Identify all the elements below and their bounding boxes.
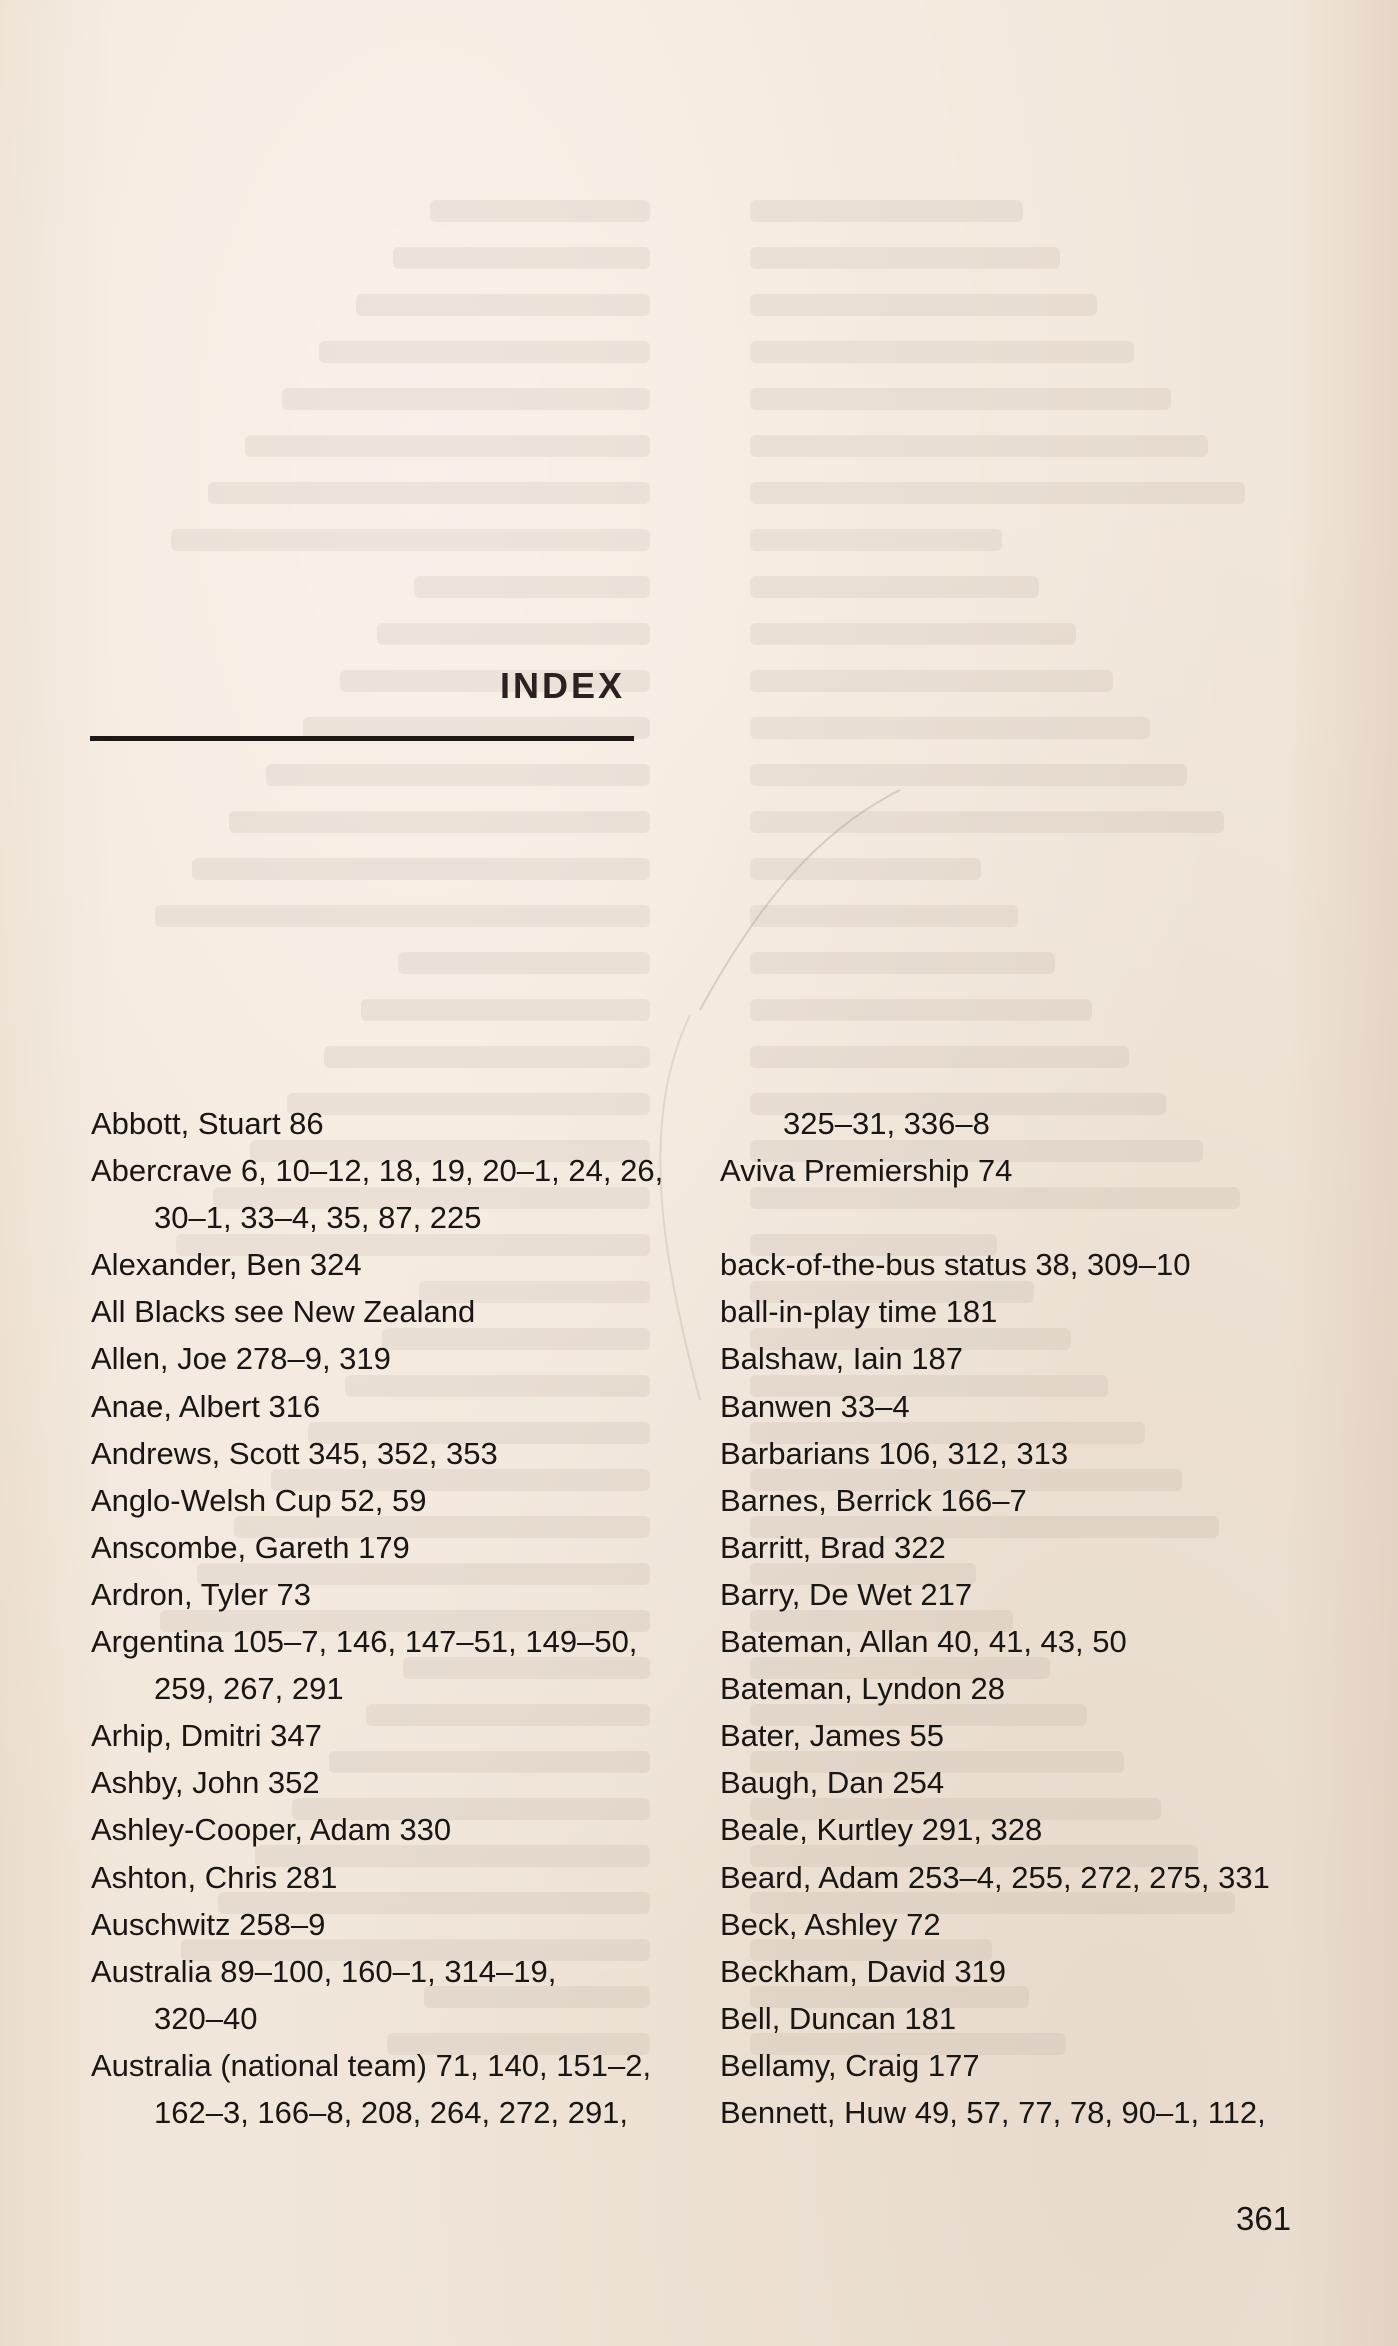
entry-continuation: 325–31, 336–8 (783, 1106, 990, 1141)
index-entry (720, 1854, 1340, 1901)
entry-text: back-of-the-bus status 38, 309–10 (720, 1247, 1191, 1283)
show-through-line (750, 999, 1092, 1021)
index-column-left (91, 1100, 701, 2136)
index-entry (720, 1147, 1340, 1194)
entry-continuation: 320–40 (154, 2000, 258, 2036)
index-entry (720, 1430, 1340, 1477)
show-through-line (398, 952, 650, 974)
entry-text: Bater, James 55 (720, 1718, 945, 1754)
entry-text: Beale, Kurtley 291, 328 (720, 1812, 1043, 1848)
index-entry (91, 1524, 701, 1571)
entry-text: Ardron, Tyler 73 (91, 1576, 311, 1612)
show-through-line (750, 200, 1023, 222)
entry-text: Alexander, Ben 324 (91, 1247, 362, 1283)
show-through-line (319, 341, 650, 363)
entry-text: Beck, Ashley 72 (720, 1906, 941, 1942)
entry-text: Abbott, Stuart 86 (91, 1106, 324, 1141)
index-entry (91, 1241, 701, 1288)
index-entry (91, 1571, 701, 1618)
entry-text: Beard, Adam 253–4, 255, 272, 275, 331 (720, 1859, 1270, 1895)
index-entry (91, 1854, 701, 1901)
entry-text: Baugh, Dan 254 (720, 1765, 945, 1801)
letter-section-gap (720, 1194, 1340, 1241)
entry-text: Anae, Albert 316 (91, 1388, 321, 1424)
show-through-line (750, 435, 1208, 457)
entry-text: Arhip, Dmitri 347 (91, 1718, 322, 1754)
show-through-line (192, 858, 650, 880)
entry-text: Auschwitz 258–9 (91, 1906, 326, 1942)
page-number: 361 (1236, 2200, 1292, 2237)
index-column-right (720, 1100, 1340, 2136)
entry-text: All Blacks see New Zealand (91, 1294, 476, 1330)
index-entry (720, 1665, 1340, 1712)
index-entry (720, 2042, 1340, 2089)
entry-text: Australia 89–100, 160–1, 314–19, (91, 1953, 557, 1989)
entry-text: ball-in-play time 181 (720, 1294, 998, 1330)
index-entry (720, 1712, 1340, 1759)
index-entry (91, 2042, 701, 2136)
show-through-line (282, 388, 650, 410)
show-through-line (377, 623, 650, 645)
index-entry (91, 1430, 701, 1477)
entry-text: Bateman, Allan 40, 41, 43, 50 (720, 1624, 1127, 1660)
show-through-line (361, 999, 650, 1021)
index-entry (91, 1901, 701, 1948)
entry-continuation: 162–3, 166–8, 208, 264, 272, 291, (154, 2094, 629, 2130)
index-entry (91, 1618, 701, 1712)
show-through-line (324, 1046, 650, 1068)
entry-text: Barritt, Brad 322 (720, 1529, 946, 1565)
show-through-line (171, 529, 650, 551)
entry-text: Bennett, Huw 49, 57, 77, 78, 90–1, 112, (720, 2094, 1266, 2130)
show-through-line (750, 388, 1171, 410)
index-entry (91, 1477, 701, 1524)
show-through-line (245, 435, 650, 457)
show-through-line (393, 247, 650, 269)
show-through-line (750, 247, 1060, 269)
show-through-line (750, 482, 1245, 504)
index-entry (91, 1806, 701, 1853)
show-through-line (750, 576, 1039, 598)
show-through-line (414, 576, 650, 598)
show-through-line (155, 905, 650, 927)
entry-text: Andrews, Scott 345, 352, 353 (91, 1435, 498, 1471)
show-through-line (750, 811, 1224, 833)
entry-text: Bell, Duncan 181 (720, 2000, 957, 2036)
index-entry (91, 1759, 701, 1806)
entry-text: Ashley-Cooper, Adam 330 (91, 1812, 452, 1848)
heading-rule (90, 736, 634, 741)
show-through-line (208, 482, 650, 504)
entry-continuation: 30–1, 33–4, 35, 87, 225 (154, 1200, 482, 1236)
entry-text: Ashton, Chris 281 (91, 1859, 338, 1895)
index-entry (91, 1335, 701, 1382)
index-entry (91, 1383, 701, 1430)
show-through-line (750, 623, 1076, 645)
show-through-line (750, 952, 1055, 974)
index-entry (720, 1901, 1340, 1948)
entry-text: Balshaw, Iain 187 (720, 1341, 964, 1377)
show-through-line (750, 764, 1187, 786)
show-through-line (750, 905, 1018, 927)
index-entry (91, 1948, 701, 2042)
entry-text: Allen, Joe 278–9, 319 (91, 1341, 391, 1377)
index-entry (91, 1712, 701, 1759)
entry-continuation: 259, 267, 291 (154, 1671, 344, 1707)
show-through-line (750, 341, 1134, 363)
show-through-line (750, 529, 1002, 551)
index-entry (91, 1288, 701, 1335)
entry-text: Anscombe, Gareth 179 (91, 1529, 410, 1565)
index-entry (720, 1618, 1340, 1665)
index-entry (720, 1288, 1340, 1335)
index-entry (720, 1995, 1340, 2042)
index-entry (720, 1477, 1340, 1524)
entry-text: Barbarians 106, 312, 313 (720, 1435, 1069, 1471)
index-entry (720, 1335, 1340, 1382)
show-through-line (229, 811, 650, 833)
entry-text: Argentina 105–7, 146, 147–51, 149–50, (91, 1624, 638, 1660)
index-entry (720, 1241, 1340, 1288)
index-entry (720, 1524, 1340, 1571)
show-through-line (750, 1046, 1129, 1068)
show-through-line (750, 670, 1113, 692)
index-entry (720, 1571, 1340, 1618)
index-entry (91, 1100, 701, 1147)
show-through-line (430, 200, 650, 222)
show-through-line (356, 294, 650, 316)
show-through-line (750, 294, 1097, 316)
index-entry (720, 1383, 1340, 1430)
index-heading: INDEX (500, 665, 626, 706)
entry-text: Barnes, Berrick 166–7 (720, 1482, 1027, 1518)
entry-text: Bateman, Lyndon 28 (720, 1671, 1005, 1707)
index-entry (720, 1948, 1340, 1995)
entry-text: Bellamy, Craig 177 (720, 2047, 980, 2083)
index-entry (720, 1806, 1340, 1853)
index-entry (720, 1759, 1340, 1806)
index-entry (720, 2089, 1340, 2136)
entry-text: Banwen 33–4 (720, 1388, 910, 1424)
show-through-line (750, 858, 981, 880)
entry-text: Beckham, David 319 (720, 1953, 1007, 1989)
entry-text: Anglo-Welsh Cup 52, 59 (91, 1482, 427, 1518)
entry-text: Aviva Premiership 74 (720, 1153, 1013, 1189)
show-through-line (266, 764, 650, 786)
entry-text: Ashby, John 352 (91, 1765, 320, 1801)
show-through-line (750, 717, 1150, 739)
index-entry (91, 1147, 701, 1241)
entry-text: Australia (national team) 71, 140, 151–2, (91, 2047, 652, 2083)
entry-text: Barry, De Wet 217 (720, 1576, 973, 1612)
entry-text: Abercrave 6, 10–12, 18, 19, 20–1, 24, 26, (91, 1153, 664, 1189)
